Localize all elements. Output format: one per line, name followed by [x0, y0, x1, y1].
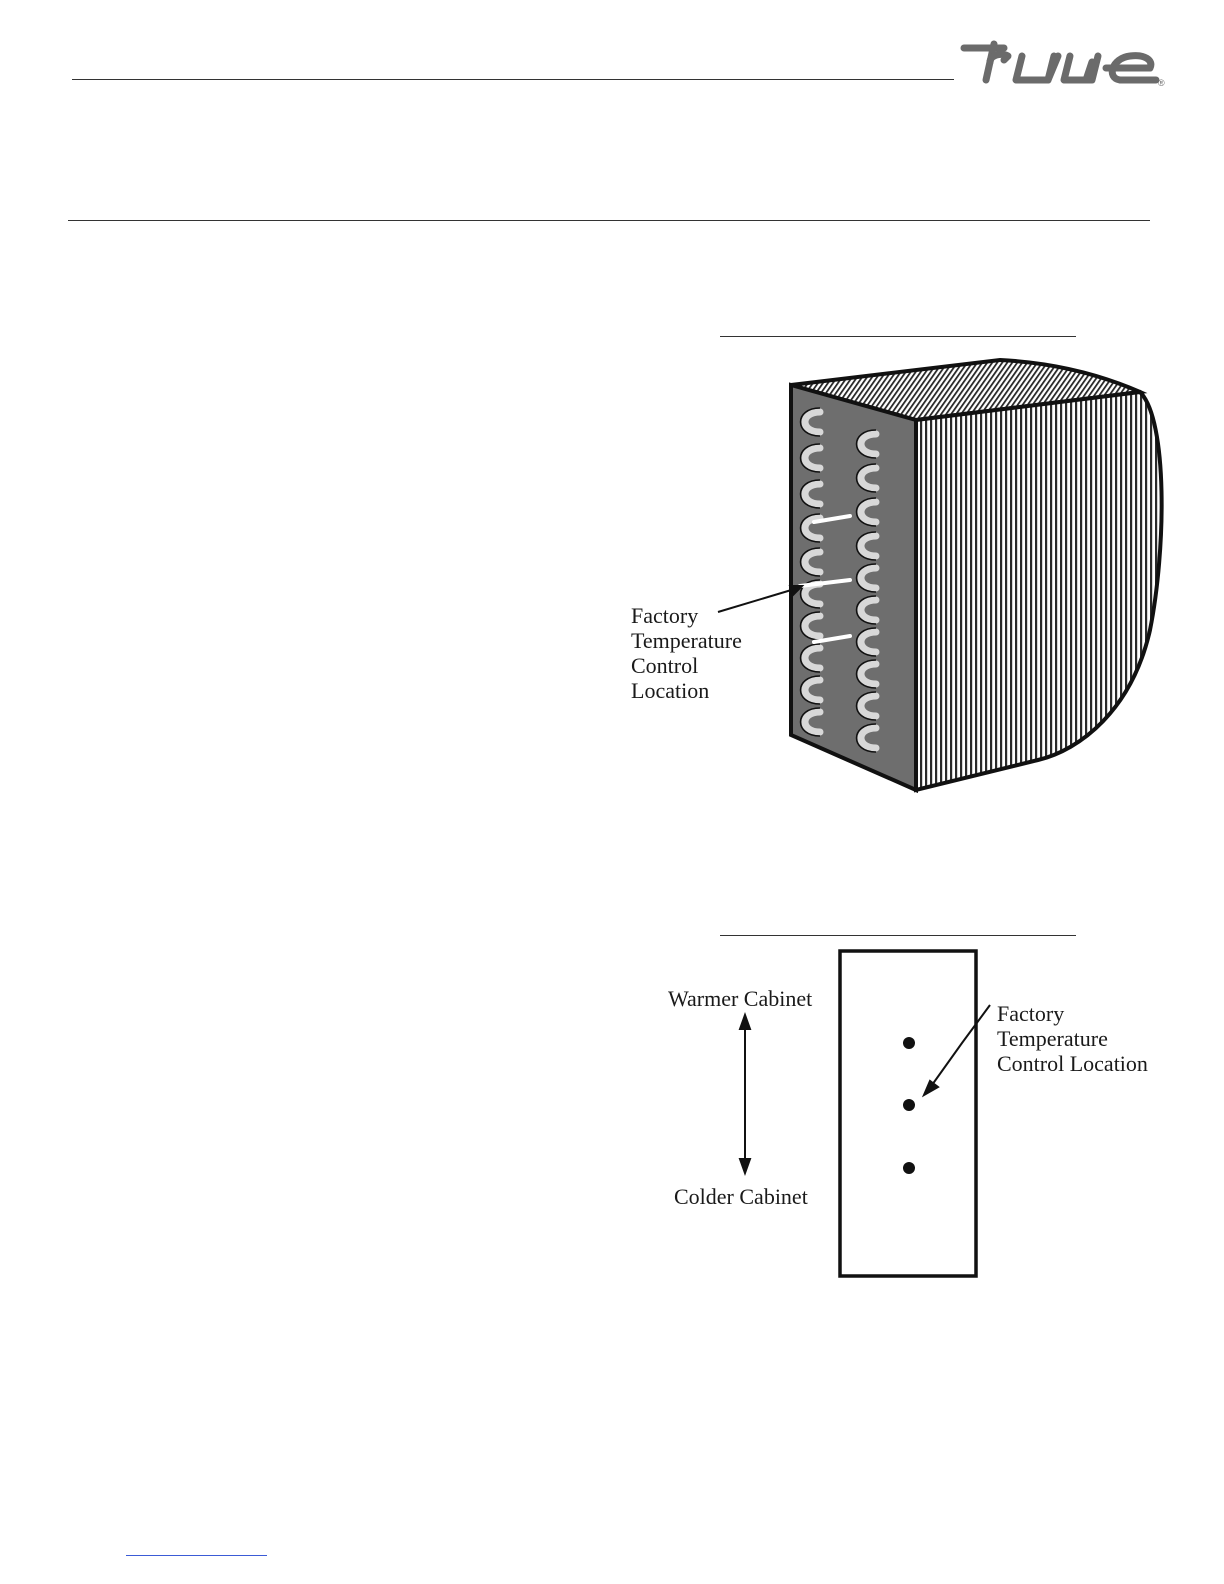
warmer-cabinet-label: Warmer Cabinet: [668, 986, 813, 1011]
coil-fin-face: [916, 392, 1162, 790]
control-dot-upper: [903, 1037, 915, 1049]
coil-callout-label: [631, 603, 742, 703]
brand-logo: [960, 38, 1170, 90]
cabinet-label-line-2: Temperature: [997, 1026, 1108, 1051]
warmer-colder-arrow: [740, 1015, 750, 1173]
cabinet-label-line-1: Factory: [997, 1001, 1065, 1026]
figure1-title-rule: [720, 336, 1076, 337]
control-dot-middle: [903, 1099, 915, 1111]
coil-label-line-1: Factory: [631, 603, 699, 628]
figure2-title-rule: [720, 935, 1076, 936]
coil-label-line-3: Control: [631, 653, 699, 678]
cabinet-callout-label: [997, 1001, 1148, 1076]
coil-label-line-4: Location: [631, 678, 710, 703]
footer-link-underline[interactable]: [126, 1555, 267, 1556]
control-dot-lower: [903, 1162, 915, 1174]
coil-label-line-2: Temperature: [631, 628, 742, 653]
cabinet-callout-arrow: [924, 1005, 990, 1095]
evaporator-coil-illustration: [620, 350, 1180, 810]
registered-mark: ®: [1158, 78, 1165, 88]
colder-cabinet-label: Colder Cabinet: [674, 1184, 808, 1209]
section-rule: [68, 220, 1150, 221]
cabinet-label-line-3: Control Location: [997, 1051, 1148, 1076]
header-rule: [72, 79, 954, 80]
cabinet-outline: [840, 951, 976, 1276]
